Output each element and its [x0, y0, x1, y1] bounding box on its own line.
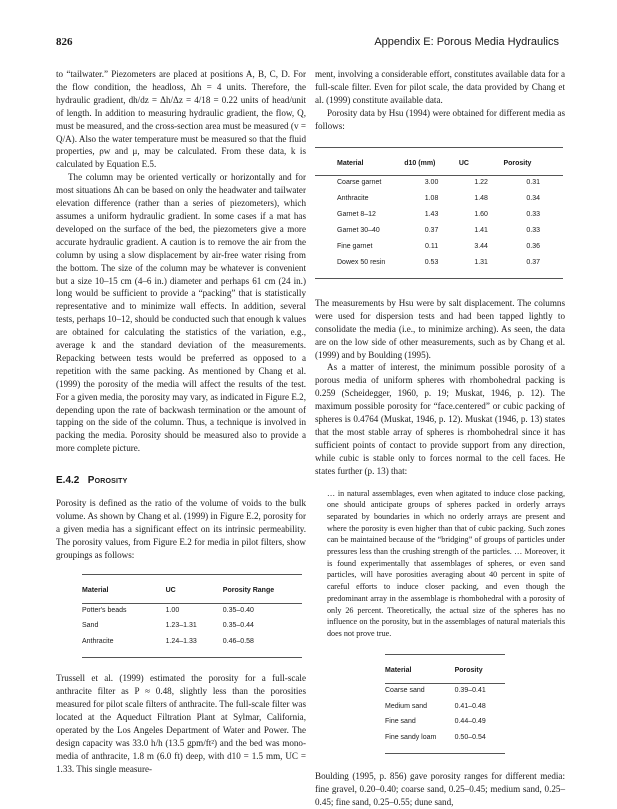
table-cell: Sand — [82, 622, 99, 630]
right-column — [315, 68, 565, 809]
table-row — [385, 700, 505, 716]
column-header: Material — [385, 654, 455, 683]
table-header-row — [385, 654, 505, 683]
table-row — [315, 176, 563, 192]
table-cell: 0.33 — [526, 211, 541, 219]
hsu-porosity-table — [315, 147, 563, 279]
table-row — [82, 635, 302, 657]
table-row — [82, 603, 302, 619]
paragraph: As a matter of interest, the minimum possible porosity of a porous media of uniform spheres with rhombohedral packing is 0.259 (Scheidegger, 1960, p. 19; Muskat, 1946, p. 12). The maximum possible porosity for “face.centered” or cubic packing of spheres is 0.4764 (Muskat, 1946, p. 12). Muskat (1946, p. 13) states that the most stable array of spheres is rhombohedral since it has sufficient points of contact to provide support from any direction, while cubic is stable only to forces normal to the cell faces. He states further (p. 13) that: — [315, 362, 565, 476]
table-cell: Garnet 30–40 — [337, 227, 380, 235]
table-cell: 3.44 — [474, 243, 488, 251]
table-header-row — [82, 574, 302, 603]
paragraph: The column may be oriented vertically or horizontally and for most situations Δh can be based on only the headwater and tailwater elevation difference (rather than a series of piezometers), which assumes a uniform hydraulic gradient. In some cases if a mat has developed on the surface of the bed, the piezometers give a more accurate hydraulic gradient. A caution is to remove the air from the column by using a slow displacement by air-free water rising from the bottom. The size of the column may be whatever is convenient but a size 10–15 cm (4–6 in.) diameter and perhaps 61 cm (24 in.) long would be sufficient to provide a “packing” that is statistically representative and to minimize wall effects. In addition, several tests, perhaps 10–12, should be conducted such that enough k values are obtained for calculating the statistics of the variation, e.g., average k and the standard deviation of the measurements. Repacking between tests would be preferred as opposed to a repetition with the same packing. As mentioned by Chang et al. (1999) the porosity of the media will affect the results of the test. For a given media, the porosity may vary, as indicated in Figure E.2, depending upon the rate of backwash termination or the amount of tapping on the side of the column. Thus, a technique is involved in packing the media. Porosity should be measured also to provide a more complete picture. — [56, 172, 306, 454]
table-row — [315, 192, 563, 208]
paragraph: Porosity data by Hsu (1994) were obtained for different media as follows: — [315, 107, 565, 131]
table-row — [82, 619, 302, 635]
table-row — [315, 224, 563, 240]
table-cell: 0.11 — [424, 243, 439, 251]
table-cell: 0.44–0.49 — [454, 718, 486, 726]
table-cell: Fine sand — [385, 718, 416, 726]
table-cell: 0.34 — [526, 195, 541, 203]
table-cell: 1.43 — [424, 211, 439, 219]
table-cell: 0.37 — [424, 227, 439, 235]
table-row — [385, 731, 505, 753]
table-cell: 0.35–0.40 — [222, 606, 254, 614]
section-number: E.4.2 — [56, 475, 80, 487]
section-heading — [56, 475, 306, 488]
table-cell: Anthracite — [82, 638, 114, 646]
table-cell: 0.41–0.48 — [454, 702, 486, 710]
table-cell: 1.24–1.33 — [165, 638, 197, 646]
section-title: Porosity — [87, 475, 128, 487]
table-cell: Coarse garnet — [337, 179, 382, 187]
table-row — [315, 208, 563, 224]
table-cell: 1.23–1.31 — [165, 622, 197, 630]
column-header: Material — [315, 147, 404, 176]
column-header: UC — [459, 147, 504, 176]
table-cell: Dowex 50 resin — [337, 258, 386, 266]
column-header: d10 (mm) — [404, 147, 459, 176]
running-head: Appendix E: Porous Media Hydraulics — [374, 36, 559, 48]
table-cell: Fine garnet — [337, 243, 373, 251]
table-cell: 0.31 — [526, 179, 541, 187]
paragraph: to “tailwater.” Piezometers are placed at positions A, B, C, D. For the flow condition, the headloss, Δh = 4 units. Therefore, the hydraulic gradient, dh/dz = Δh/Δz = 4/18 = 0.22 units of head/unit of length. In addition to measuring hydraulic gradient, the flow, Q, must be measured, and the cross-section area must be measured (v = Q/A). Also the water temperature must be measured so that the fluid properties, ρw and μ, may be calculated. From these data, k is calculated by Equation E.5. — [56, 69, 306, 170]
table-cell: Garnet 8–12 — [337, 211, 376, 219]
table-row — [315, 256, 563, 278]
table-cell: Medium sand — [385, 702, 428, 710]
paragraph: Porosity is defined as the ratio of the volume of voids to the bulk volume. As shown by Chang et al. (1999) in Figure E.2, porosity for a given media has a significant effect on its intrinsic permeability. The porosity values, from Figure E.2 for media in pilot filters, show groupings as follows: — [56, 498, 306, 560]
paragraph: Trussell et al. (1999) estimated the porosity for a full-scale anthracite filter as P ≈ 0.48, slightly less than the porosities measured for pilot scale filters of anthracite. The full-scale filter was located at the Aqueduct Filtration Plant at Sylmar, California, operated by the Los Angeles Department of Water and Power. The design capacity was 33.0 h/h (13.5 gpm/ft²) and the bed was mono-media of anthracite, 1.8 m (6.0 ft) deep, with d10 = 1.5 mm, UC = 1.33. This single measure- — [56, 673, 306, 774]
table-cell: 0.33 — [526, 227, 541, 235]
table-cell: 0.36 — [526, 243, 541, 251]
column-header: Porosity Range — [223, 574, 302, 603]
table-cell: Anthracite — [337, 195, 369, 203]
porosity-groupings-table — [82, 574, 302, 659]
table-cell: 1.60 — [474, 211, 488, 219]
table-cell: 0.53 — [424, 258, 439, 266]
left-column — [56, 68, 306, 776]
table-cell: Coarse sand — [385, 686, 425, 694]
table-cell: 0.39–0.41 — [454, 686, 486, 694]
table-header-row — [315, 147, 563, 176]
column-header: UC — [166, 574, 223, 603]
table-cell: 0.46–0.58 — [222, 638, 254, 646]
page-header — [0, 36, 617, 52]
table-cell: 1.22 — [474, 179, 488, 187]
table-cell: 0.50–0.54 — [454, 734, 486, 742]
page-number: 826 — [56, 36, 73, 48]
block-quote: … in natural assemblages, even when agitated to induce close packing, one should anticipate groups of spheres packed in orderly arrays separated by boundaries in which no orderly arrays are present and where the porosity is even higher than that of cubic packing. Such zones can be maintained because of the “bridging” of groups of particles under pressures less than the crushing strength of the particles. … Moreover, it is found experimentally that assemblages of spheres, or even sand particles, will have porosities averaging about 40 percent in spite of careful efforts to induce closer packing, and even though the predominant array in the assemblage is rhombohedral with a porosity of only 26 percent. Theoretically, the actual size of the spheres has no influence on the porosity, but in the assemblages of natural materials this does not prove true. — [327, 488, 565, 638]
table-cell: 0.37 — [526, 258, 541, 266]
table-cell: 1.41 — [474, 227, 488, 235]
table-cell: 1.31 — [474, 258, 488, 266]
paragraph: The measurements by Hsu were by salt displacement. The columns were used for dispersion tests and had been tapped lightly to consolidate the media (i.e., to minimize arching). As seen, the data are on the low side of other measurements, such as by Chang et al. (1999) and by Boulding (1995). — [315, 297, 565, 360]
table-cell: 1.48 — [474, 195, 488, 203]
table-cell: 3.00 — [424, 179, 439, 187]
table-row — [315, 240, 563, 256]
sand-porosity-table — [385, 654, 505, 755]
paragraph: ment, involving a considerable effort, constitutes available data for a full-scale filter. Even for pilot scale, the data provided by Chang et al. (1999) constitute available data. — [315, 69, 565, 105]
paragraph: Boulding (1995, p. 856) gave porosity ranges for different media: fine gravel, 0.20–0.40; coarse sand, 0.25–0.45; medium sand, 0.25–0.45; fine sand, 0.25–0.55; dune sand, — [315, 771, 565, 808]
table-cell: 0.35–0.44 — [222, 622, 254, 630]
table-cell: Fine sandy loam — [385, 734, 437, 742]
table-cell: 1.08 — [424, 195, 439, 203]
table-cell: 1.00 — [165, 606, 180, 614]
table-cell: Potter's beads — [82, 606, 127, 614]
column-header: Porosity — [503, 147, 563, 176]
table-row — [385, 683, 505, 699]
column-header: Material — [82, 574, 166, 603]
table-row — [385, 715, 505, 731]
column-header: Porosity — [455, 654, 505, 683]
